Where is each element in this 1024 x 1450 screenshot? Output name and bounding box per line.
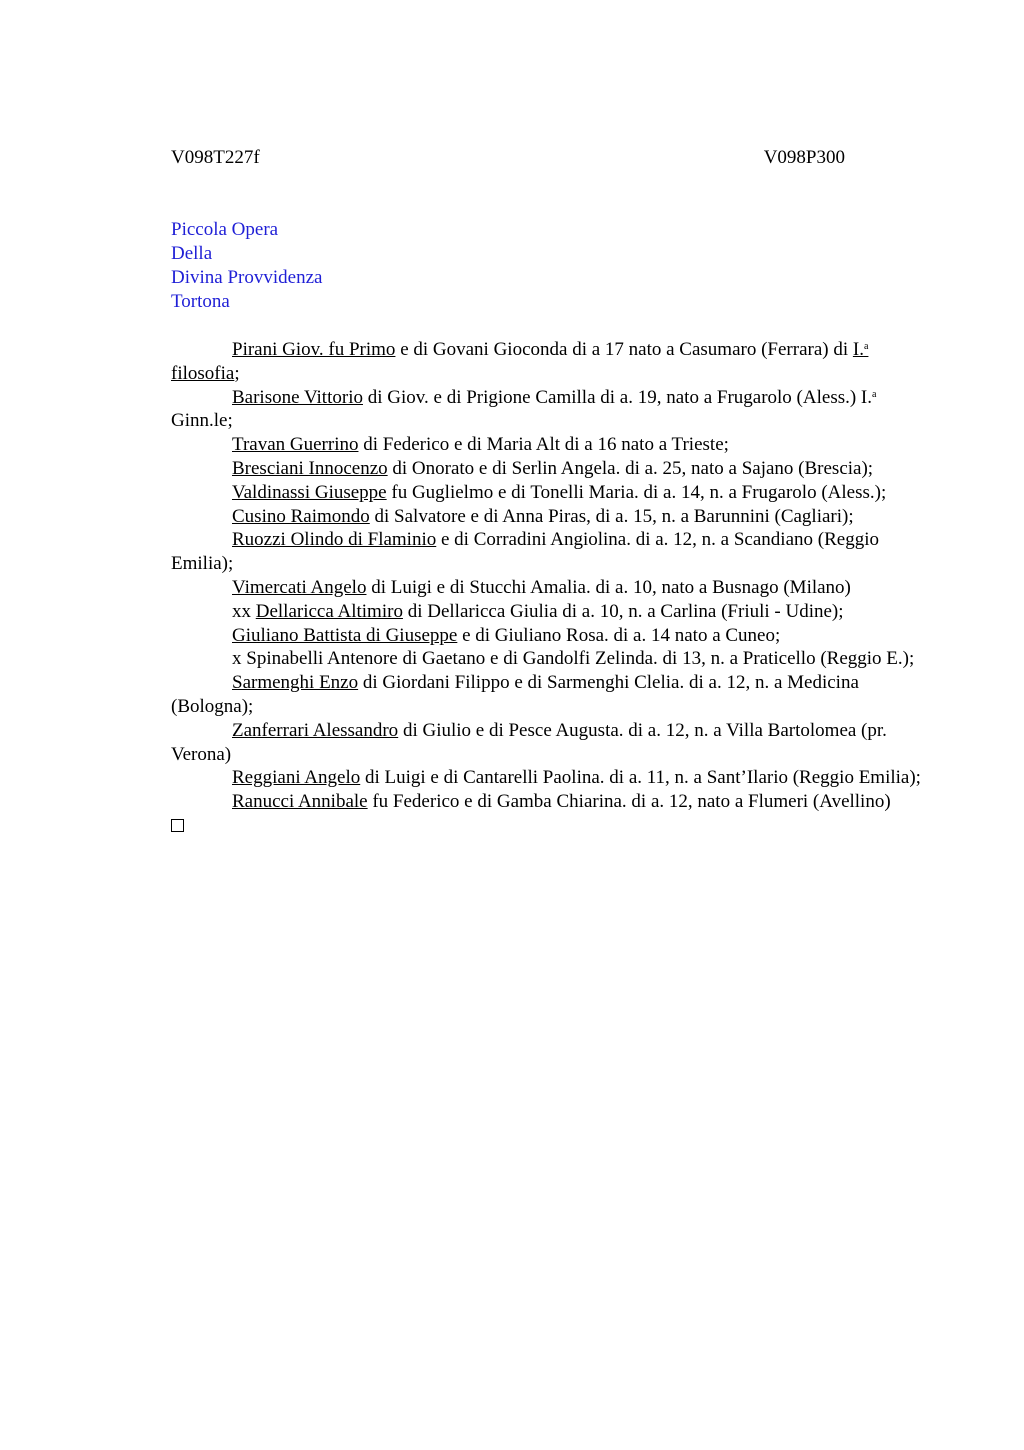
document-page — [171, 146, 921, 839]
student-details: e di Giuliano Rosa. di a. 14 nato a Cuneo; — [457, 624, 781, 646]
student-name: Dellaricca Altimiro — [255, 600, 403, 622]
letterhead-line-3: Divina Provvidenza — [171, 267, 323, 288]
list-item — [171, 528, 921, 576]
student-name: Bresciani Innocenzo — [232, 457, 388, 479]
entry-mark: xx — [232, 600, 256, 622]
student-name: Barisone Vittorio — [232, 386, 363, 408]
student-details: fu Guglielmo e di Tonelli Maria. di a. 14, n. a Frugarolo (Aless.); — [386, 481, 887, 503]
list-item — [171, 671, 921, 719]
student-details: di Luigi e di Stucchi Amalia. di a. 10, nato a Busnago (Milano) — [366, 576, 851, 598]
list-item — [171, 576, 921, 600]
reference-codes — [171, 146, 845, 170]
student-details: di Onorato e di Serlin Angela. di a. 25, nato a Sajano (Brescia); — [387, 457, 874, 479]
student-details: fu Federico e di Gamba Chiarina. di a. 12, nato a Flumeri (Avellino) — [367, 791, 891, 813]
square-icon — [171, 819, 184, 832]
student-name: Reggiani Angelo — [232, 767, 361, 789]
letterhead-line-2: Della — [171, 243, 213, 264]
student-details: di Federico e di Maria Alt di a 16 nato a Trieste; — [358, 434, 729, 456]
list-item — [171, 600, 921, 624]
list-item — [171, 624, 921, 648]
student-details: di Salvatore e di Anna Piras, di a. 15, n. a Barunnini (Cagliari); — [369, 505, 854, 527]
list-item: Pirani Giov. fu Primo e di Govani Gioconda di a 17 nato a Casumaro (Ferrara) di I.$^a$ filosofia; — [171, 339, 869, 384]
list-item — [171, 457, 921, 481]
student-details: x Spinabelli Antenore di Gaetano e di Gandolfi Zelinda. di 13, n. a Praticello (Reggio E.); — [232, 648, 915, 670]
letterhead — [171, 218, 921, 314]
list-item — [171, 505, 921, 529]
student-details: e di Corradini Angiolina. di a. 12, n. a Scandiano (Reggio Emilia); — [171, 529, 879, 575]
student-list — [171, 338, 921, 839]
ref-code-right: V098P300 — [763, 147, 845, 168]
letterhead-line-4: Tortona — [171, 291, 230, 312]
list-item — [171, 433, 921, 457]
student-name: Valdinassi Giuseppe — [232, 481, 387, 503]
student-name: Vimercati Angelo — [232, 576, 367, 598]
student-name: Zanferrari Alessandro — [232, 719, 399, 741]
list-item — [171, 790, 921, 814]
letterhead-line-1: Piccola Opera — [171, 219, 279, 240]
student-name: Ranucci Annibale — [232, 791, 368, 813]
ref-code-left: V098T227f — [171, 147, 260, 168]
student-name: Sarmenghi Enzo — [232, 672, 359, 694]
student-details: di Dellaricca Giulia di a. 10, n. a Carlina (Friuli - Udine); — [402, 600, 844, 622]
student-details: e di Govani Gioconda di a 17 nato a Casumaro (Ferrara) di — [395, 339, 853, 360]
list-item: Barisone Vittorio di Giov. e di Prigione Camilla di a. 19, nato a Frugarolo (Aless.) I.$^a$ Ginn.le; — [171, 386, 877, 432]
student-name: Ruozzi Olindo di Flaminio — [232, 529, 437, 551]
class-label: I.$^a$ filosofia — [171, 339, 869, 384]
list-item — [171, 647, 921, 671]
student-name: Pirani Giov. fu Primo — [232, 339, 396, 360]
list-item — [171, 481, 921, 505]
end-marker — [171, 814, 921, 839]
list-item — [171, 766, 921, 790]
student-name: Giuliano Battista di Giuseppe — [232, 624, 458, 646]
student-name: Cusino Raimondo — [232, 505, 370, 527]
student-name: Travan Guerrino — [232, 434, 359, 456]
student-details: di Giov. e di Prigione Camilla di a. 19, nato a Frugarolo (Aless.) I. — [362, 386, 873, 408]
student-details: di Luigi e di Cantarelli Paolina. di a. 11, n. a Sant’Ilario (Reggio Emilia); — [360, 767, 921, 789]
student-details: di Giordani Filippo e di Sarmenghi Clelia. di a. 12, n. a Medicina (Bologna); — [171, 672, 859, 717]
list-item — [171, 719, 921, 767]
student-details: di Giulio e di Pesce Augusta. di a. 12, n. a Villa Bartolomea (pr. Verona) — [171, 719, 887, 765]
